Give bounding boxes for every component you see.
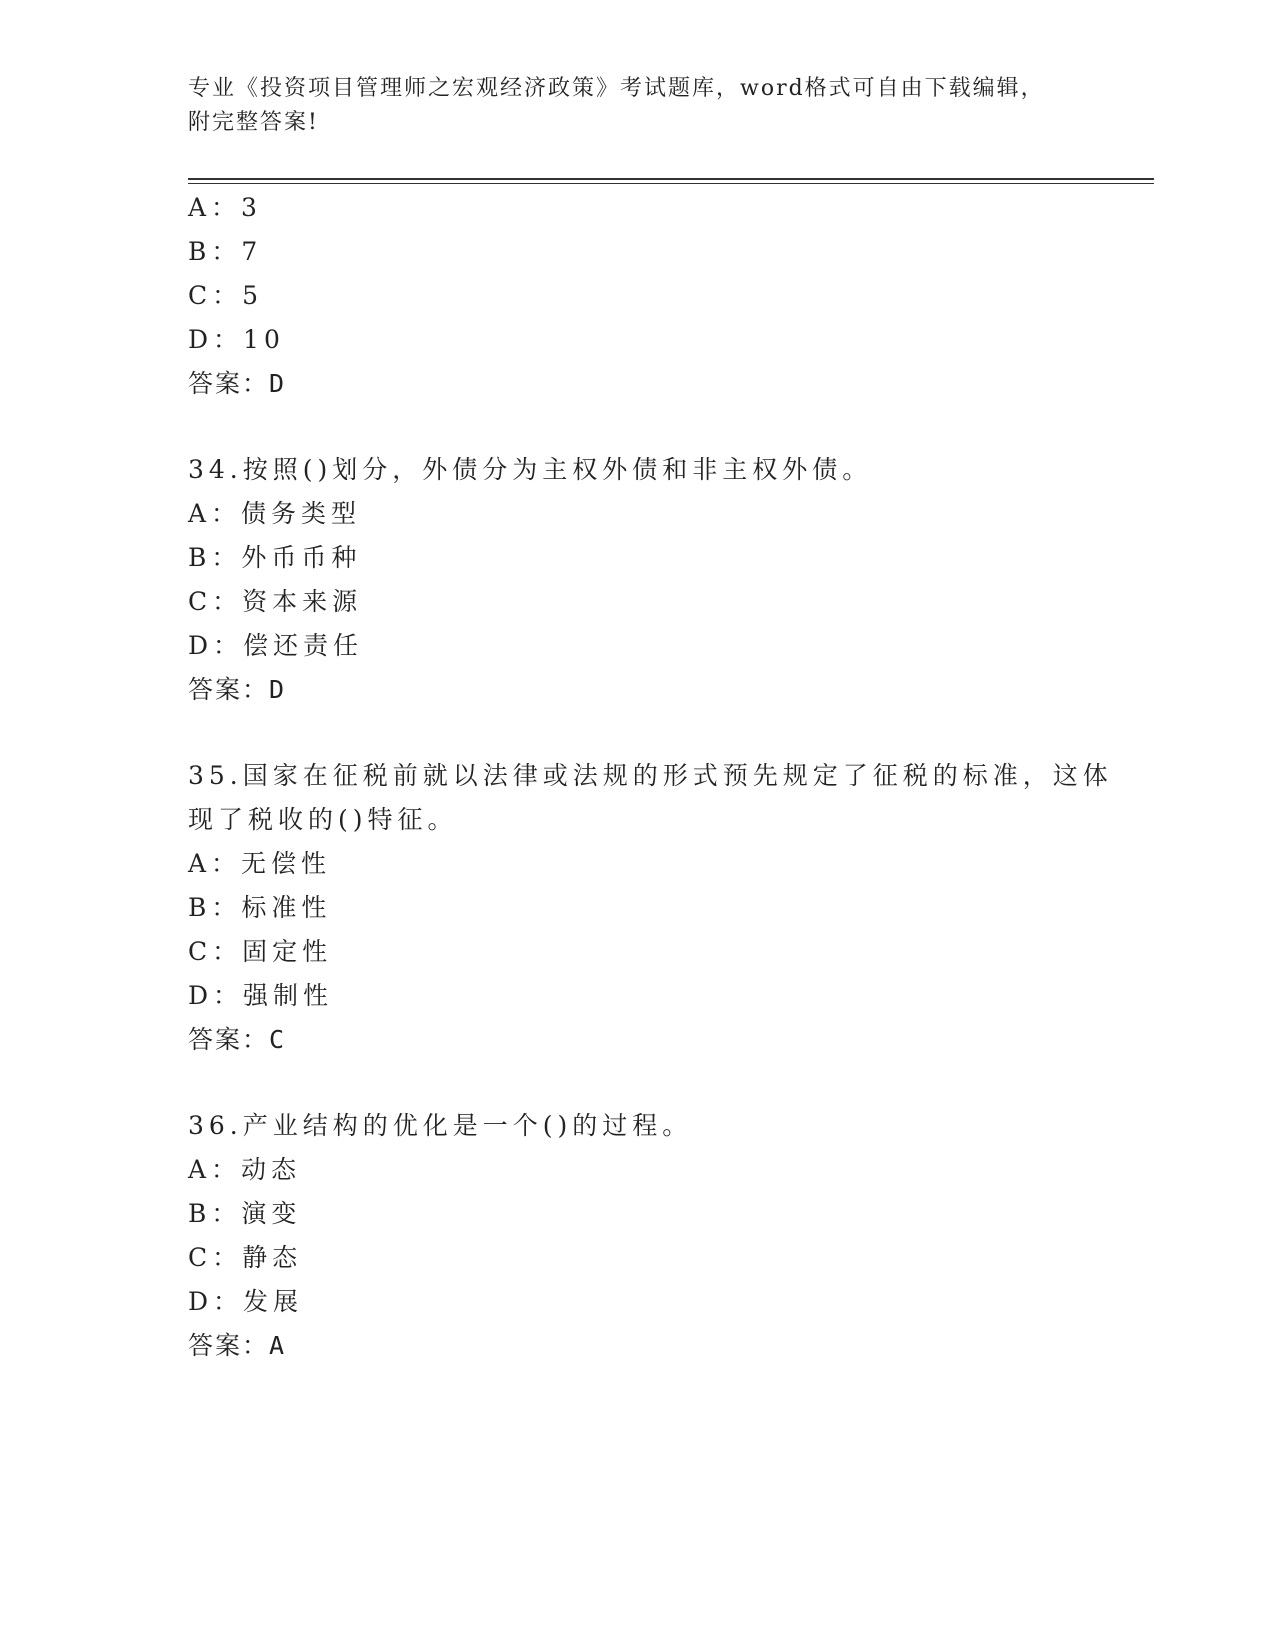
q35-option-c: C：固定性: [188, 937, 333, 966]
answer-label: 答案：: [188, 1331, 270, 1360]
q35-question-line-1: 35.国家在征税前就以法律或法规的形式预先规定了征税的标准，这体: [188, 761, 1113, 790]
answer-value: D: [269, 675, 287, 704]
answer-label: 答案：: [188, 675, 270, 704]
q34-question: 34.按照()划分，外债分为主权外债和非主权外债。: [188, 455, 873, 484]
q35-question-line-2: 现了税收的()特征。: [188, 805, 458, 834]
q33-option-d: D：10: [188, 325, 285, 354]
q34-option-d: D：偿还责任: [188, 631, 364, 660]
q35-answer: [188, 1022, 286, 1058]
answer-label: 答案：: [188, 369, 270, 398]
answer-value: A: [269, 1331, 287, 1360]
q33-option-b: B：7: [188, 237, 263, 266]
q35-option-d: D：强制性: [188, 981, 334, 1010]
header-divider-thin: [188, 183, 1154, 184]
q36-option-a: A：动态: [188, 1155, 302, 1184]
q33-option-a: A：3: [188, 193, 262, 222]
q34-option-c: C：资本来源: [188, 587, 363, 616]
q36-answer: [188, 1328, 286, 1364]
q33-option-c: C：5: [188, 281, 264, 310]
q34-option-b: B：外币币种: [188, 543, 362, 572]
q35-option-a: A：无偿性: [188, 849, 332, 878]
header-divider-thick: [188, 178, 1154, 180]
header-line-2: 附完整答案!: [188, 110, 319, 135]
q35-option-b: B：标准性: [188, 893, 332, 922]
answer-value: D: [269, 369, 287, 398]
header-line-1: 专业《投资项目管理师之宏观经济政策》考试题库，word格式可自由下载编辑，: [188, 76, 1045, 101]
q36-question: 36.产业结构的优化是一个()的过程。: [188, 1111, 693, 1140]
q36-option-b: B：演变: [188, 1199, 302, 1228]
q34-option-a: A：债务类型: [188, 499, 362, 528]
answer-label: 答案：: [188, 1025, 270, 1054]
q33-answer: [188, 366, 286, 402]
q36-option-d: D：发展: [188, 1287, 304, 1316]
answer-value: C: [269, 1025, 287, 1054]
document-header: [188, 72, 1088, 140]
q36-option-c: C：静态: [188, 1243, 303, 1272]
q34-answer: [188, 672, 286, 708]
